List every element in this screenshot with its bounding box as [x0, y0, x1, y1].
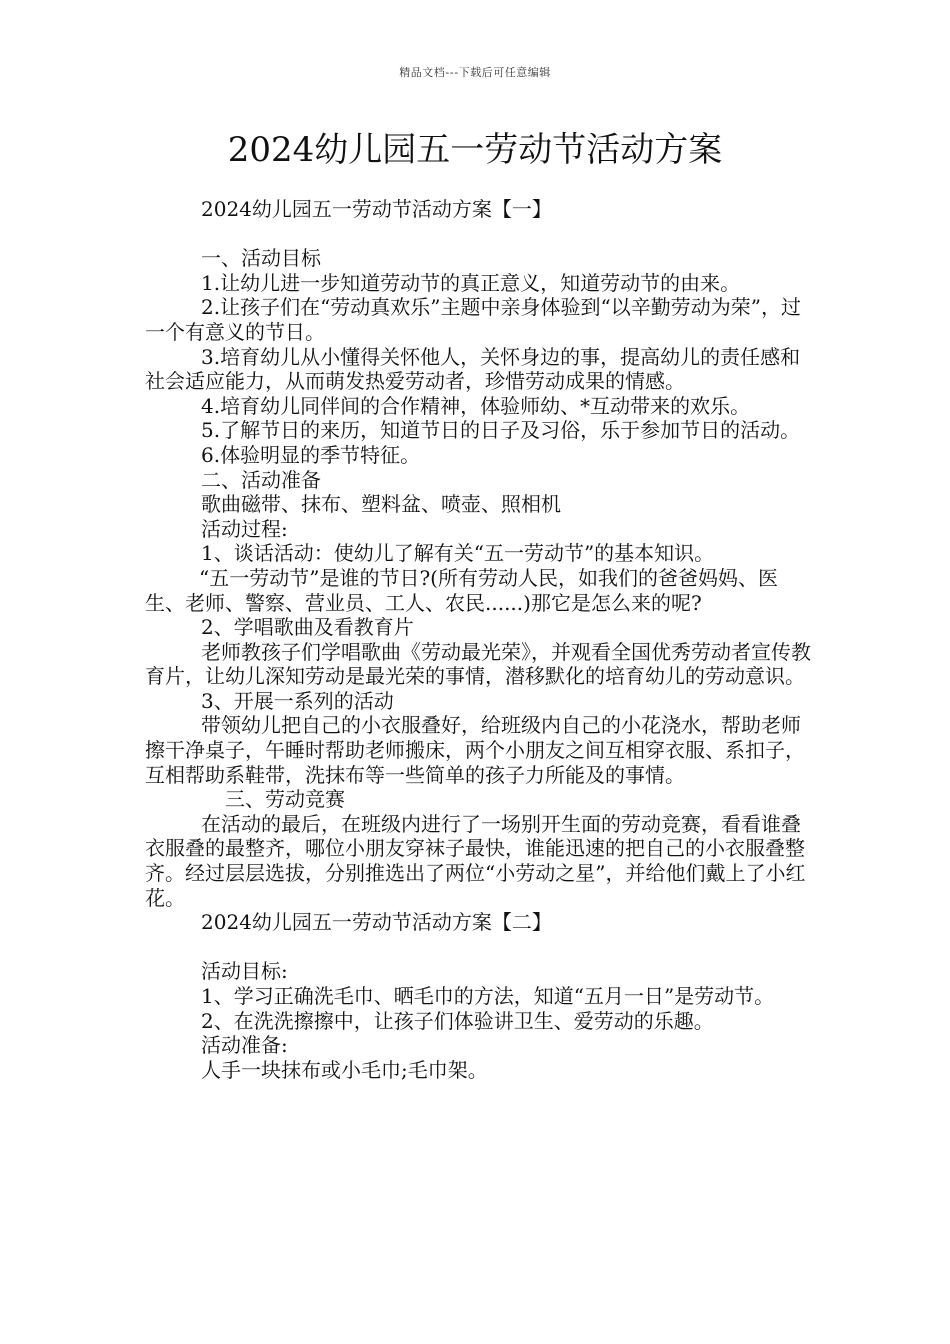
- plan1-prep-text: 歌曲磁带、抹布、塑料盆、喷壶、照相机: [201, 492, 561, 517]
- plan2-heading: 2024幼儿园五一劳动节活动方案【二】: [201, 910, 552, 935]
- plan1-goal-6: 6.体验明显的季节特征。: [201, 442, 421, 467]
- plan2-goal-1: 1、学习正确洗毛巾、晒毛巾的方法，知道“五月一日”是劳动节。: [201, 984, 775, 1008]
- plan2-goals-heading: 活动目标:: [201, 959, 288, 984]
- plan1-goal-3: 3.培育幼儿从小懂得关怀他人，关怀身边的事，提高幼儿的责任感和社会适应能力，从而萌发热爱劳动者，珍惜劳动成果的情感。: [145, 344, 801, 394]
- plan1-process-heading: 活动过程:: [201, 516, 288, 541]
- plan1-step2-text: 老师教孩子们学唱歌曲《劳动最光荣》，并观看全国优秀劳动者宣传教育片，让幼儿深知劳动是最光荣的事情，潜移默化的培育幼儿的劳动意识。: [145, 639, 811, 689]
- document-title: 2024幼儿园五一劳动节活动方案: [227, 130, 723, 170]
- plan1-step3-text: 带领幼儿把自己的小衣服叠好，给班级内自己的小花浇水，帮助老师擦干净桌子，午睡时帮助老师搬床，两个小朋友之间互相穿衣服、系扣子，互相帮助系鞋带，洗抹布等一些简单的孩子力所能及的事情。: [145, 713, 805, 787]
- plan1-prep-heading: 二、活动准备: [201, 467, 321, 492]
- plan1-contest-heading: 三、劳动竞赛: [225, 787, 345, 812]
- plan1-step2-heading: 2、学唱歌曲及看教育片: [201, 615, 414, 640]
- plan1-goal-2: 2.让孩子们在“劳动真欢乐”主题中亲身体验到“以辛勤劳动为荣”，过一个有意义的节日。: [145, 295, 801, 344]
- plan1-goal-4: 4.培育幼儿同伴间的合作精神，体验师幼、*互动带来的欢乐。: [201, 393, 751, 418]
- plan1-goal-1: 1.让幼儿进一步知道劳动节的真正意义，知道劳动节的由来。: [201, 270, 741, 295]
- plan1-step1-text: “五一劳动节”是谁的节日?(所有劳动人民，如我们的爸爸妈妈、医生、老师、警察、营业员、工人、农民......)那它是怎么来的呢?: [145, 565, 778, 615]
- plan1-step1-heading: 1、谈话活动：使幼儿了解有关“五一劳动节”的基本知识。: [201, 541, 715, 566]
- header-note: 精品文档---下载后可任意编辑: [399, 66, 551, 79]
- plan2-prep-text: 人手一块抹布或小毛巾;毛巾架。: [201, 1057, 488, 1082]
- plan1-contest-text: 在活动的最后，在班级内进行了一场别开生面的劳动竞赛，看看谁叠衣服叠的最整齐，哪位小朋友穿袜子最快，谁能迅速的把自己的小衣服叠整齐。经过层层选拔，分别推选出了两位“小劳动之星”，并给他们戴上了小红花。: [145, 811, 806, 910]
- plan2-goal-2: 2、在洗洗擦擦中，让孩子们体验讲卫生、爱劳动的乐趣。: [201, 1008, 714, 1033]
- plan2-prep-heading: 活动准备:: [201, 1033, 288, 1058]
- plan1-heading: 2024幼儿园五一劳动节活动方案【一】: [201, 197, 552, 221]
- plan1-goals-heading: 一、活动目标: [201, 246, 321, 271]
- plan1-goal-5: 5.了解节日的来历，知道节日的日子及习俗，乐于参加节日的活动。: [201, 418, 801, 443]
- plan1-step3-heading: 3、开展一系列的活动: [201, 688, 394, 713]
- document-body: [145, 197, 815, 1082]
